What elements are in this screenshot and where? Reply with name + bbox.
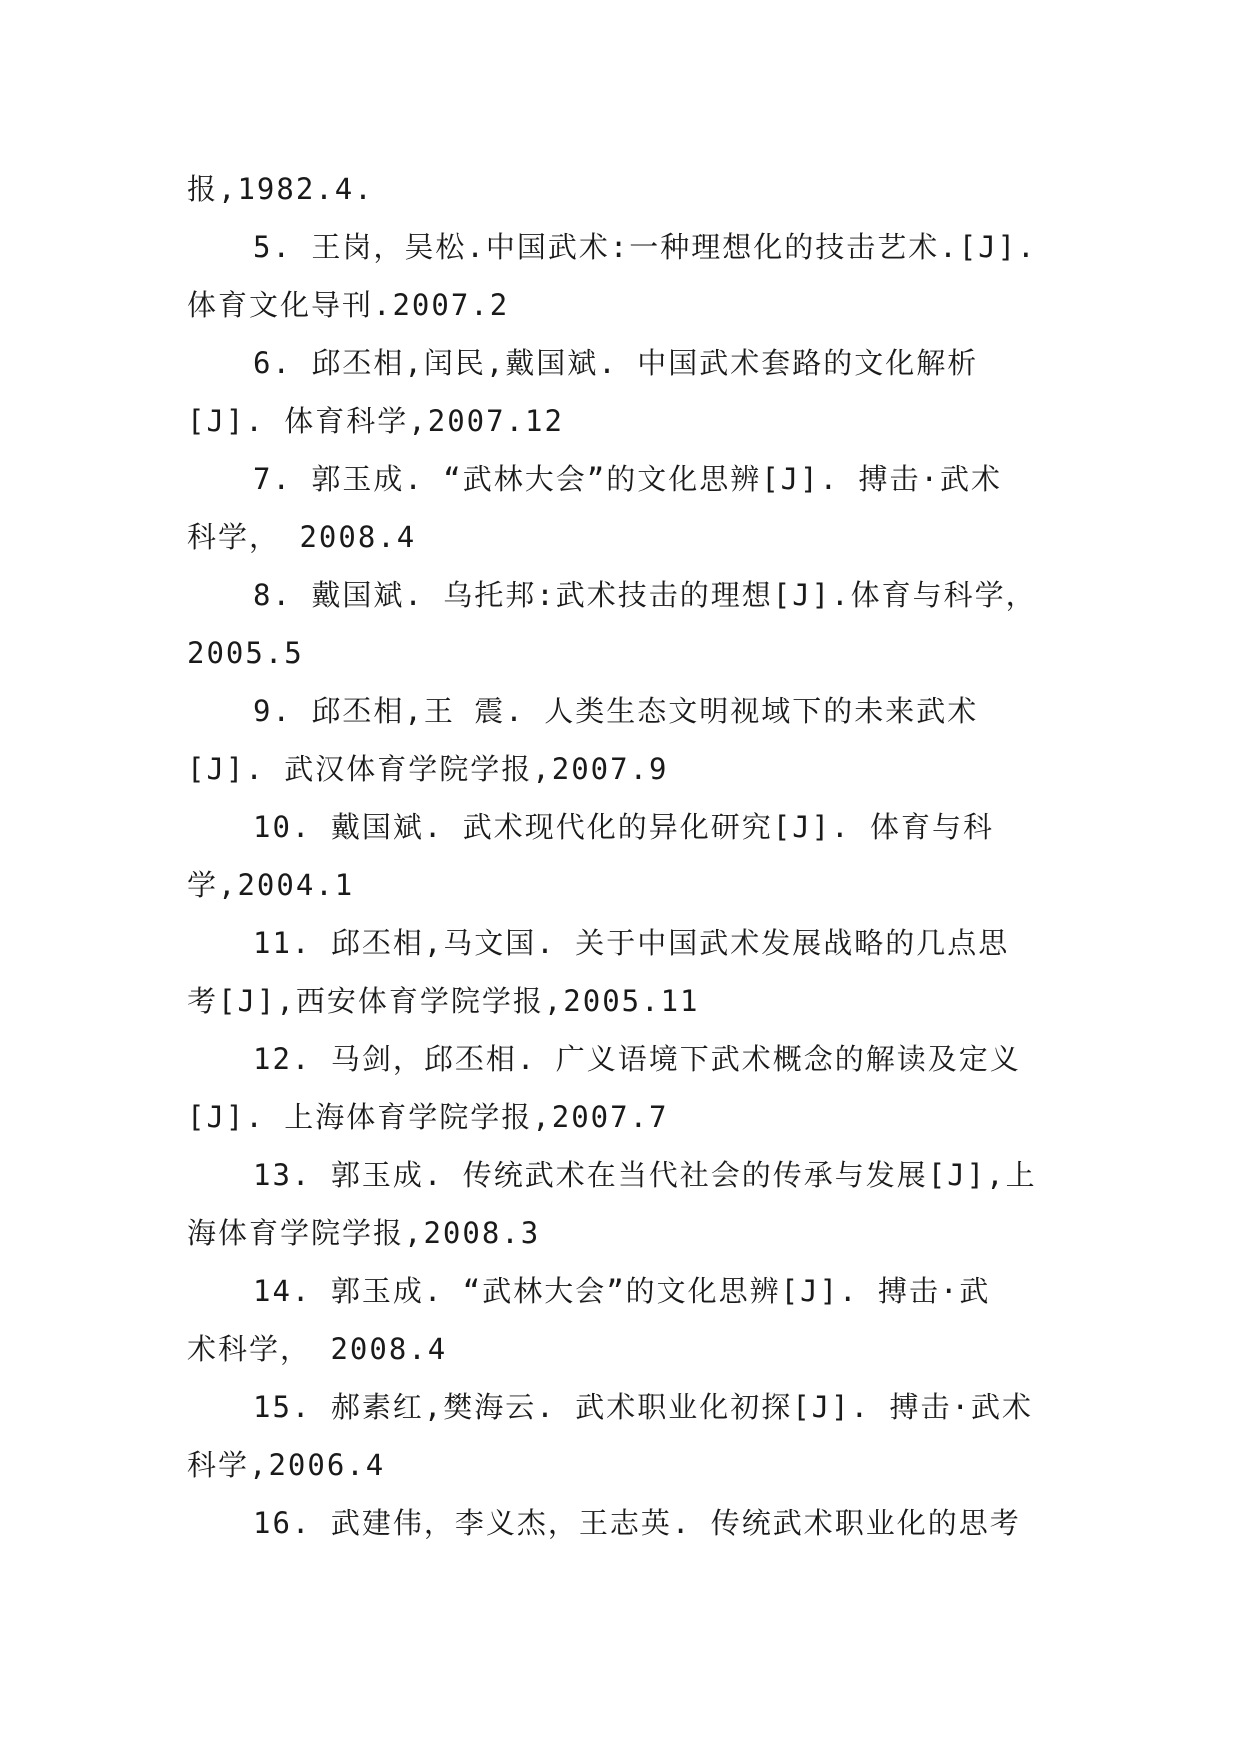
reference-line: 15. 郝素红,樊海云. 武术职业化初探[J]. 搏击·武术 bbox=[253, 1390, 1033, 1424]
reference-line: 学,2004.1 bbox=[187, 868, 355, 902]
reference-line: 14. 郭玉成. “武林大会”的文化思辨[J]. 搏击·武 bbox=[253, 1274, 991, 1308]
reference-line: 科学,2006.4 bbox=[187, 1448, 386, 1482]
reference-line: 科学， 2008.4 bbox=[187, 520, 417, 554]
reference-line: 6. 邱丕相,闰民,戴国斌. 中国武术套路的文化解析 bbox=[253, 346, 979, 380]
reference-line: 5. 王岗，吴松.中国武术:一种理想化的技击艺术.[J]. bbox=[253, 230, 1037, 264]
reference-line: [J]. 体育科学,2007.12 bbox=[187, 404, 564, 438]
reference-line: 术科学， 2008.4 bbox=[187, 1332, 448, 1366]
reference-line: 8. 戴国斌. 乌托邦:武术技击的理想[J].体育与科学， bbox=[253, 578, 1037, 612]
reference-line: 海体育学院学报,2008.3 bbox=[187, 1216, 541, 1250]
reference-line: 16. 武建伟，李义杰，王志英. 传统武术职业化的思考 bbox=[253, 1506, 1021, 1540]
reference-line: 11. 邱丕相,马文国. 关于中国武术发展战略的几点思 bbox=[253, 926, 1010, 960]
reference-list bbox=[187, 160, 1055, 1552]
reference-line: 考[J],西安体育学院学报,2005.11 bbox=[187, 984, 700, 1018]
reference-line: [J]. 上海体育学院学报,2007.7 bbox=[187, 1100, 669, 1134]
reference-line: 9. 邱丕相,王 震. 人类生态文明视域下的未来武术 bbox=[253, 694, 979, 728]
reference-line: 2005.5 bbox=[187, 636, 304, 670]
reference-line: [J]. 武汉体育学院学报,2007.9 bbox=[187, 752, 669, 786]
reference-line: 7. 郭玉成. “武林大会”的文化思辨[J]. 搏击·武术 bbox=[253, 462, 1002, 496]
reference-line: 体育文化导刊.2007.2 bbox=[187, 288, 510, 322]
reference-line: 13. 郭玉成. 传统武术在当代社会的传承与发展[J],上 bbox=[253, 1158, 1037, 1192]
reference-line: 10. 戴国斌. 武术现代化的异化研究[J]. 体育与科 bbox=[253, 810, 995, 844]
reference-line: 12. 马剑，邱丕相. 广义语境下武术概念的解读及定义 bbox=[253, 1042, 1021, 1076]
reference-line: 报,1982.4. bbox=[187, 172, 374, 206]
